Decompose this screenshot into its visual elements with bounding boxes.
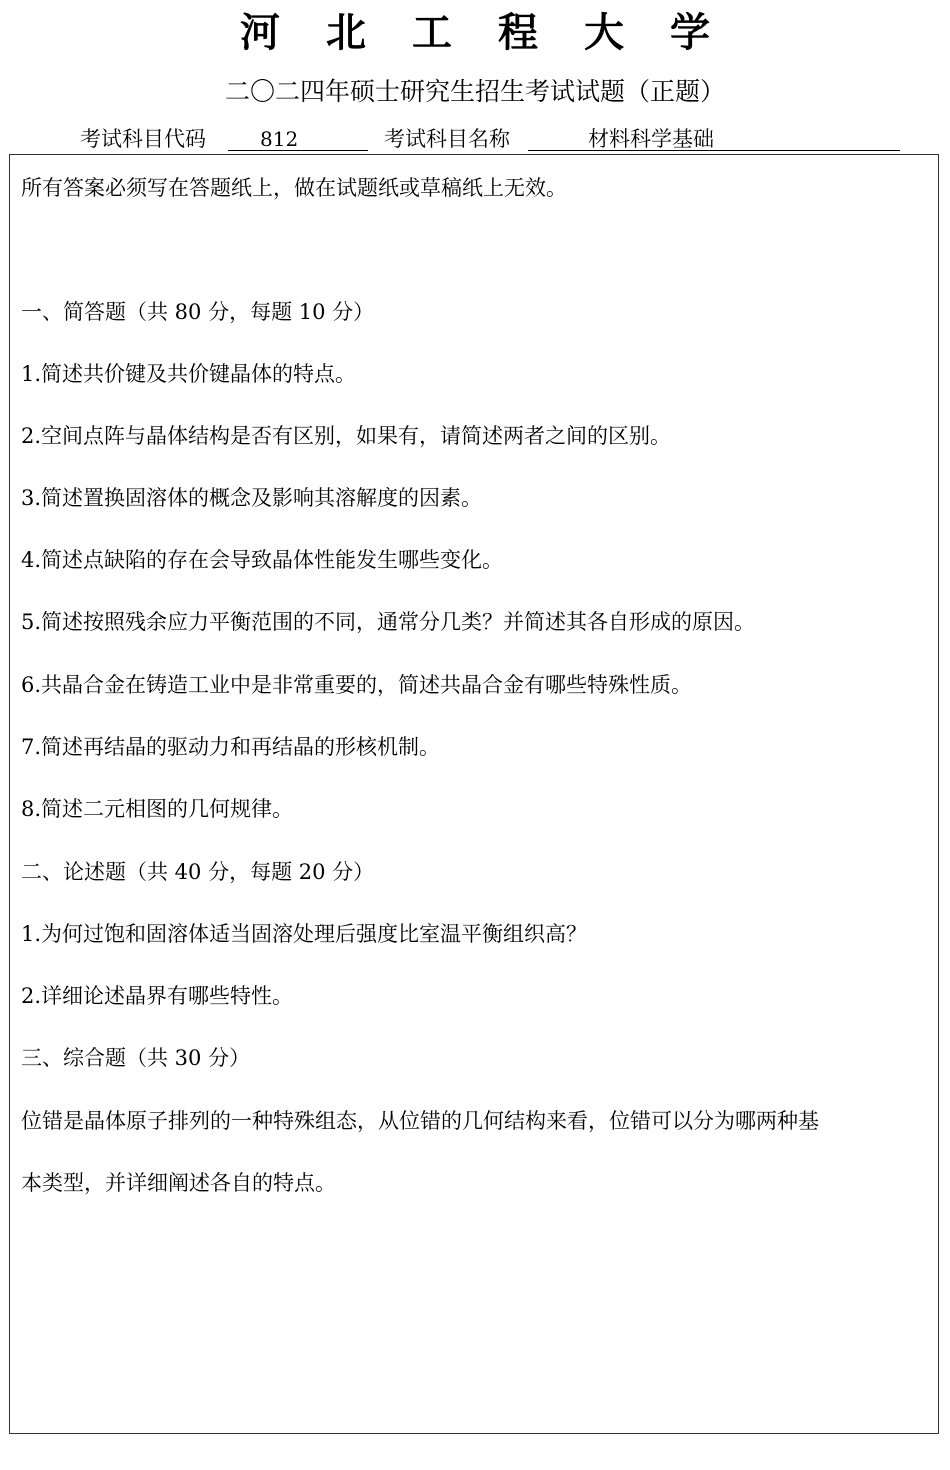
subject-code-label: 考试科目代码 [80,127,206,151]
question: 6.共晶合金在铸造工业中是非常重要的，简述共晶合金有哪些特殊性质。 [21,673,693,697]
section-title: 二、论述题（共 40 分，每题 20 分） [21,860,375,884]
notice: 所有答案必须写在答题纸上，做在试题纸或草稿纸上无效。 [21,176,567,200]
university-title: 河北工程大学 [240,9,756,56]
question: 7.简述再结晶的驱动力和再结晶的形核机制。 [21,735,441,759]
question-text-line: 位错是晶体原子排列的一种特殊组态，从位错的几何结构来看，位错可以分为哪两种基 [21,1109,819,1133]
question: 4.简述点缺陷的存在会导致晶体性能发生哪些变化。 [21,548,504,572]
subject-name: 材料科学基础 [588,127,714,151]
question: 5.简述按照残余应力平衡范围的不同，通常分几类？并简述其各自形成的原因。 [21,610,756,634]
question-text-line: 本类型，并详细阐述各自的特点。 [21,1171,336,1195]
question: 1.为何过饱和固溶体适当固溶处理后强度比室温平衡组织高？ [21,922,588,946]
subject-code: 812 [260,127,299,151]
question: 8.简述二元相图的几何规律。 [21,797,294,821]
question: 2.空间点阵与晶体结构是否有区别，如果有，请简述两者之间的区别。 [21,424,672,448]
question: 1.简述共价键及共价键晶体的特点。 [21,362,357,386]
subject-name-label: 考试科目名称 [384,127,510,151]
question: 2.详细论述晶界有哪些特性。 [21,984,294,1008]
question: 3.简述置换固溶体的概念及影响其溶解度的因素。 [21,486,483,510]
exam-title: 二〇二四年硕士研究生招生考试试题（正题） [224,77,725,106]
question-box [9,154,939,1434]
section-title: 三、综合题（共 30 分） [21,1046,251,1070]
subject-name-underline [528,124,900,151]
section-title: 一、简答题（共 80 分，每题 10 分） [21,300,375,324]
